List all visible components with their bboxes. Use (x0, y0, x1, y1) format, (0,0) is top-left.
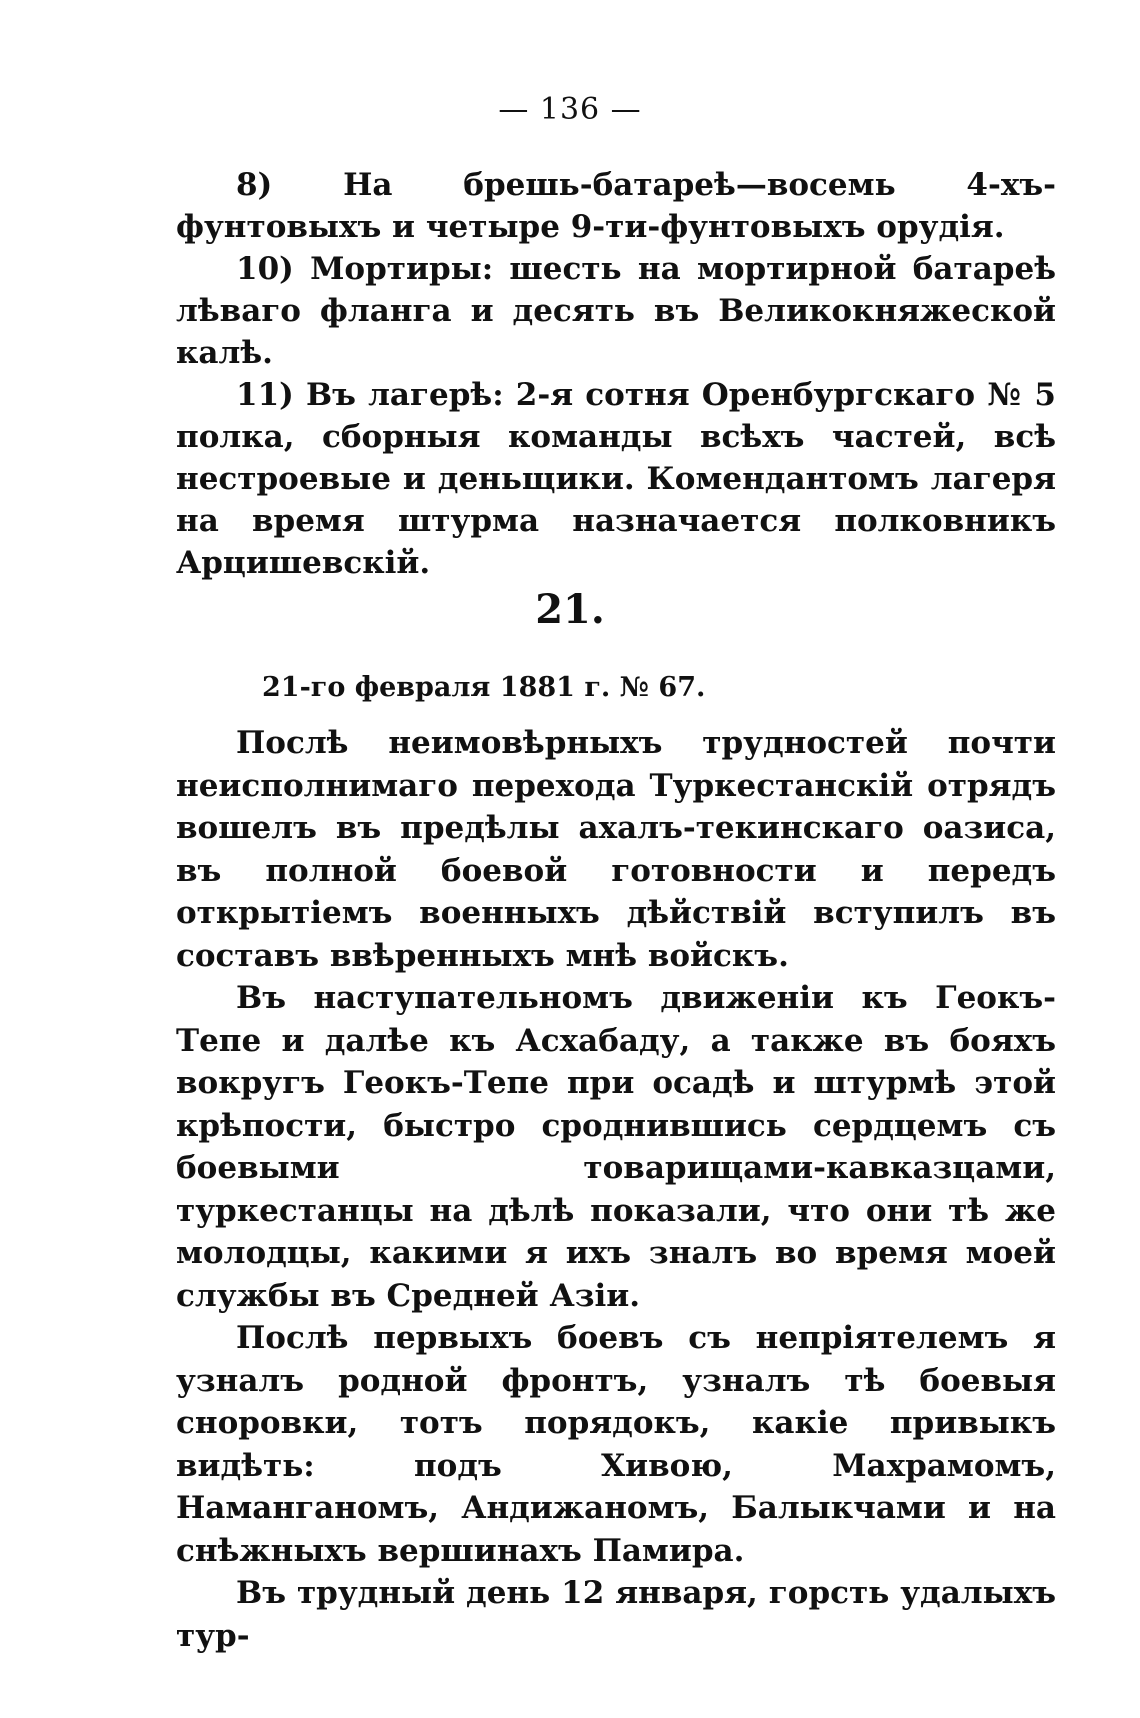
page-number: — 136 — (498, 92, 642, 127)
body-paragraph: Въ трудный день 12 января, горсть удалыхъ тур- (176, 1575, 1056, 1654)
order-item-11: 11) Въ лагерѣ: 2-я сотня Оренбургскаго № 5 полка, сборныя команды всѣхъ частей, всѣ нестроевые и деньщики. Комендантомъ лагеря на время штурма назначается полковникъ Арцишевскій. (176, 377, 1056, 581)
document-date: 21-го февраля 1881 г. № 67. (262, 672, 706, 703)
document-body (176, 722, 1056, 1657)
body-paragraph: Въ наступательномъ движеніи къ Геокъ-Тепе и далѣе къ Асхабаду, а также въ бояхъ вокругъ Геокъ-Тепе при осадѣ и штурмѣ этой крѣпости, быстро сроднившись сердцемъ съ боевыми товарищами-кавказцами, туркестанцы на дѣлѣ показали, что они тѣ же молодцы, какими я ихъ зналъ во время моей службы въ Средней Азіи. (176, 980, 1056, 1314)
order-list (176, 164, 1056, 584)
body-paragraph: Послѣ неимовѣрныхъ трудностей почти неисполнимаго перехода Туркестанскій отрядъ вошелъ въ предѣлы ахалъ-текинскаго оазиса, въ полной боевой готовности и передъ открытіемъ военныхъ дѣйствій вступилъ въ составъ ввѣренныхъ мнѣ войскъ. (176, 725, 1056, 974)
section-number: 21. (535, 586, 605, 633)
order-item-8: 8) На брешь-батареѣ—восемь 4-хъ-фунтовыхъ и четыре 9-ти-фунтовыхъ орудія. (176, 167, 1056, 245)
body-paragraph: Послѣ первыхъ боевъ съ непріятелемъ я узналъ родной фронтъ, узналъ тѣ боевыя сноровки, тотъ порядокъ, какіе привыкъ видѣть: подъ Хивою, Махрамомъ, Наманганомъ, Андижаномъ, Балыкчами и на снѣжныхъ вершинахъ Памира. (176, 1320, 1056, 1569)
order-item-10: 10) Мортиры: шесть на мортирной батареѣ лѣваго фланга и десять въ Великокняжеской калѣ. (176, 251, 1056, 371)
